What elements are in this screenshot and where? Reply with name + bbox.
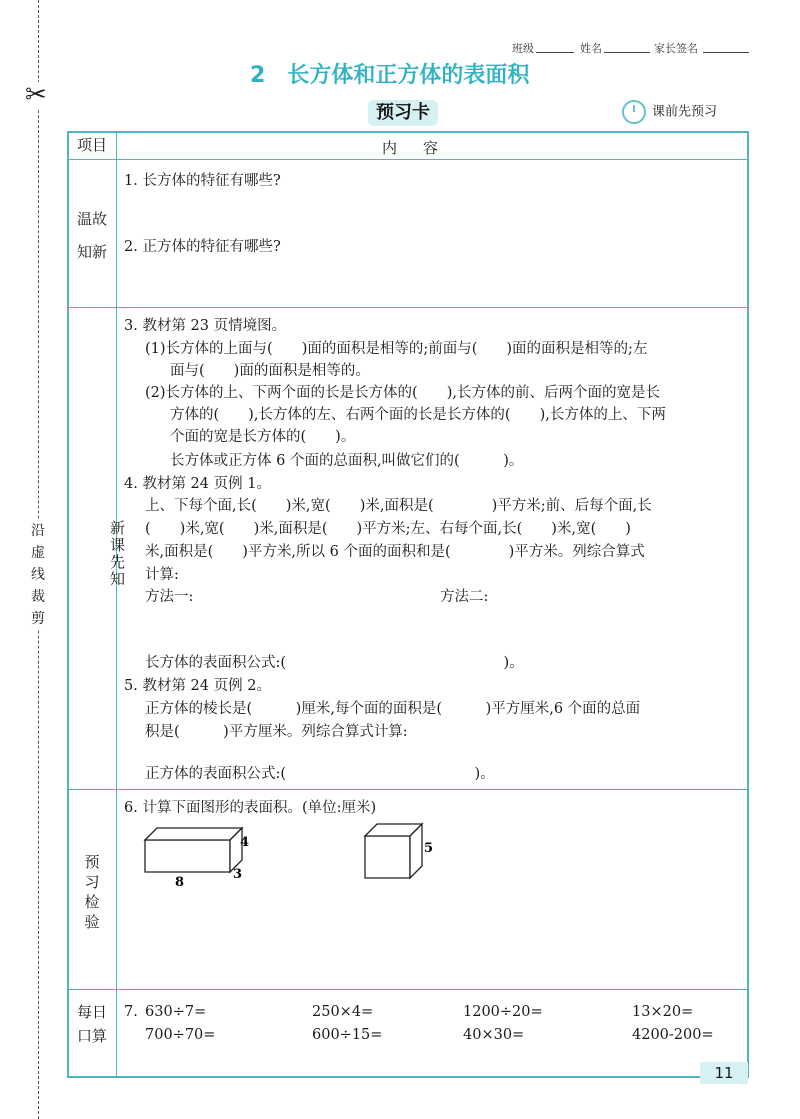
question-5-line: 正方体的棱长是( )厘米,每个面的面积是( )平方厘米,6 个面的总面 (145, 701, 641, 717)
question-3-line: 方体的( ),长方体的左、右两个面的长是长方体的( ),长方体的上、下两 (170, 407, 666, 423)
row-divider (67, 307, 749, 308)
preview-tag (622, 100, 717, 124)
section-label-check-1: 预 (84, 853, 100, 871)
page-number: 11 (700, 1062, 748, 1084)
question-4-line: 米,面积是( )平方米,所以 6 个面的面积和是( )平方米。列综合算式 (145, 544, 645, 560)
section-label-new: 新课先知 (108, 520, 126, 588)
calc-item: 13×20= (632, 1004, 694, 1020)
calc-item: 40×30= (463, 1027, 525, 1043)
preview-label: 课前先预习 (652, 104, 718, 120)
question-3-line: 长方体或正方体 6 个面的总面积,叫做它们的( )。 (170, 453, 524, 469)
section-label-check-4: 验 (84, 913, 100, 931)
title-number: 2 (250, 63, 266, 88)
section-label-review-1: 温故 (76, 210, 107, 228)
column-divider (116, 131, 117, 1078)
cuboid-top-face (145, 828, 242, 840)
question-3-line: (2)长方体的上、下两个面的长是长方体的( ),长方体的前、后两个面的宽是长 (145, 385, 660, 401)
class-label: 班级 (512, 42, 534, 55)
row-divider (67, 159, 749, 160)
parent-sign-label: 家长签名 (654, 42, 698, 55)
question-5-title: 5. 教材第 24 页例 2。 (124, 678, 271, 694)
cuboid-figure (145, 828, 242, 872)
cube-formula: 正方体的表面积公式:( )。 (145, 766, 495, 782)
row-divider (67, 989, 749, 990)
section-label-daily-2: 口算 (76, 1027, 107, 1045)
question-7-number: 7. (124, 1004, 138, 1020)
question-4-line: 计算: (145, 567, 179, 583)
question-2: 2. 正方体的特征有哪些? (124, 239, 281, 255)
page-title (250, 58, 529, 89)
section-label-check-2: 习 (84, 873, 100, 891)
column-head-item: 项目 (76, 136, 107, 154)
question-3-line: (1)长方体的上面与( )面的面积是相等的;前面与( )面的面积是相等的;左 (145, 341, 648, 357)
section-label-daily-1: 每日 (76, 1003, 107, 1021)
preview-card-badge: 预习卡 (368, 100, 438, 126)
cuboid-height-label: 4 (240, 835, 250, 850)
cube-edge-label: 5 (424, 841, 434, 856)
scissors-icon: ✂ (25, 80, 47, 110)
cuboid-formula: 长方体的表面积公式:( )。 (145, 655, 524, 671)
solid-figures (135, 820, 475, 900)
title-text: 长方体和正方体的表面积 (287, 63, 530, 88)
question-4-line: ( )米,宽( )米,面积是( )平方米;左、右每个面,长( )米,宽( ) (145, 521, 631, 537)
question-4-line: 上、下每个面,长( )米,宽( )米,面积是( )平方米;前、后每个面,长 (145, 498, 652, 514)
question-1: 1. 长方体的特征有哪些? (124, 173, 281, 189)
section-label-check-3: 检 (84, 893, 100, 911)
method-2-label: 方法二: (440, 589, 489, 605)
cuboid-width-label: 3 (233, 867, 243, 882)
name-blank (604, 52, 650, 53)
calc-item: 700÷70= (145, 1027, 216, 1043)
calc-item: 4200-200= (632, 1027, 714, 1043)
calc-item: 1200÷20= (463, 1004, 543, 1020)
cuboid-front-face (145, 840, 230, 872)
question-3-line: 面与( )面的面积是相等的。 (170, 363, 370, 379)
row-divider (67, 789, 749, 790)
question-3-title: 3. 教材第 23 页情境图。 (124, 318, 287, 334)
cuboid-length-label: 8 (175, 875, 185, 890)
calc-item: 630÷7= (145, 1004, 207, 1020)
section-label-review-2: 知新 (76, 243, 107, 261)
column-head-content: 内容 (382, 139, 465, 157)
cut-instruction: 沿虚线裁剪 (27, 520, 49, 630)
question-5-line: 积是( )平方厘米。列综合算式计算: (145, 724, 408, 740)
name-label: 姓名 (580, 42, 602, 55)
cube-figure (365, 824, 422, 878)
question-3-line: 个面的宽是长方体的( )。 (170, 429, 356, 445)
parent-sign-blank (703, 52, 749, 53)
question-4-title: 4. 教材第 24 页例 1。 (124, 476, 271, 492)
cube-front-face (365, 836, 410, 878)
question-6: 6. 计算下面图形的表面积。(单位:厘米) (124, 800, 377, 816)
alarm-clock-icon (622, 100, 646, 124)
method-1-label: 方法一: (145, 589, 194, 605)
calc-item: 600÷15= (312, 1027, 383, 1043)
calc-item: 250×4= (312, 1004, 374, 1020)
class-blank (536, 52, 574, 53)
